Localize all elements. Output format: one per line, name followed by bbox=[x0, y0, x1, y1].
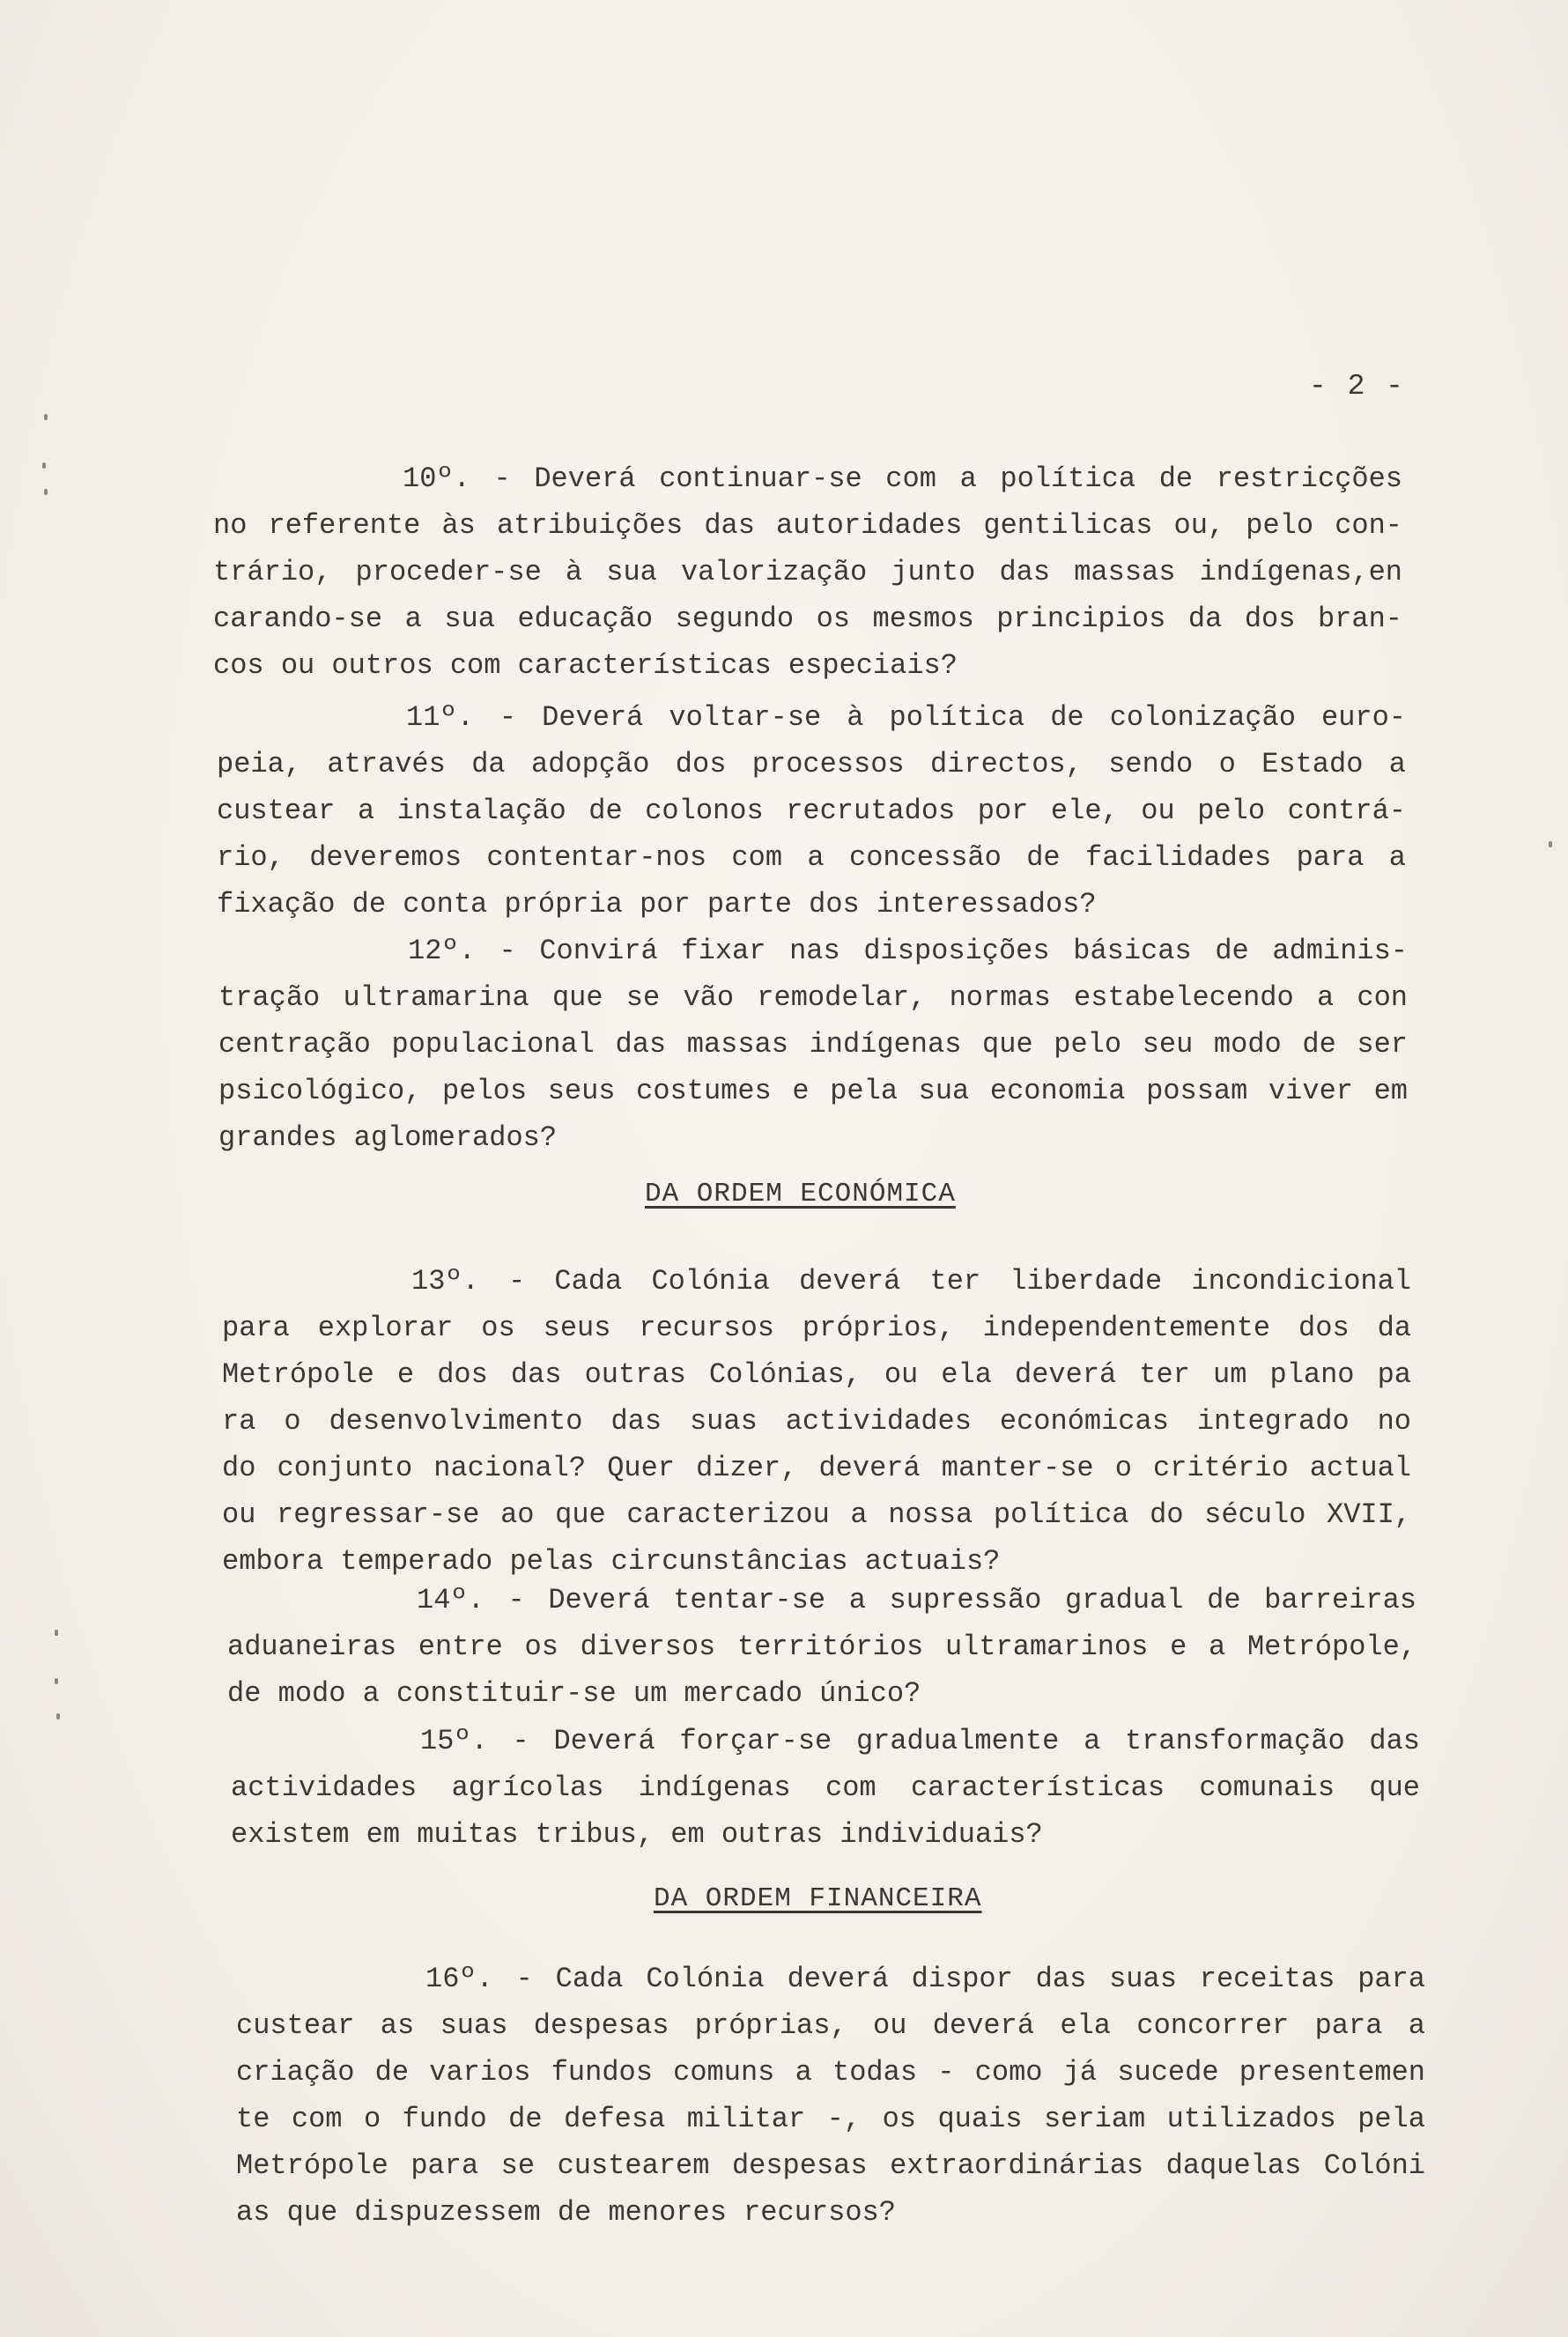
text-line: custear as suas despesas próprias, ou deverá ela concorrer para a bbox=[236, 2009, 1425, 2042]
paragraph-15 bbox=[231, 1718, 1420, 1858]
text-line: carando-se a sua educação segundo os mesmos principios da dos bran- bbox=[213, 603, 1402, 635]
text-line: fixação de conta própria por parte dos interessados? bbox=[217, 888, 1097, 921]
margin-mark bbox=[44, 414, 48, 420]
text-line: ou regressar-se ao que caracterizou a nossa política do século XVII, bbox=[222, 1498, 1411, 1531]
text-line: aduaneiras entre os diversos territórios ultramarinos e a Metrópole, bbox=[227, 1631, 1416, 1663]
text-line: grandes aglomerados? bbox=[218, 1121, 558, 1154]
text-line: do conjunto nacional? Quer dizer, deverá manter-se o critério actual bbox=[222, 1452, 1411, 1484]
text-line: Metrópole e dos das outras Colónias, ou ela deverá ter um plano pa bbox=[222, 1358, 1411, 1391]
text-line: tração ultramarina que se vão remodelar, normas estabelecendo a con bbox=[218, 981, 1408, 1014]
text-line: rio, deveremos contentar-nos com a concessão de facilidades para a bbox=[217, 841, 1406, 874]
page-number: - 2 - bbox=[1308, 370, 1405, 403]
paragraph-13 bbox=[222, 1258, 1411, 1585]
text-line: trário, proceder-se à sua valorização junto das massas indígenas,en bbox=[213, 556, 1402, 588]
margin-mark bbox=[55, 1678, 58, 1684]
text-line: criação de varios fundos comuns a todas - como já sucede presentemen bbox=[236, 2056, 1425, 2089]
text-line: 15º. - Deverá forçar-se gradualmente a transformação das bbox=[420, 1725, 1420, 1757]
text-line: no referente às atribuições das autoridades gentilicas ou, pelo con- bbox=[213, 509, 1402, 542]
text-line: existem em muitas tribus, em outras individuais? bbox=[231, 1818, 1043, 1851]
text-line: Metrópole para se custearem despesas extraordinárias daquelas Colóni bbox=[236, 2149, 1425, 2182]
section-heading-economic: DA ORDEM ECONÓMICA bbox=[645, 1179, 956, 1209]
text-line: actividades agrícolas indígenas com características comunais que bbox=[231, 1771, 1420, 1804]
text-line: 12º. - Convirá fixar nas disposições básicas de adminis- bbox=[408, 935, 1408, 967]
margin-mark bbox=[42, 462, 46, 469]
paragraph-16 bbox=[236, 1956, 1425, 2236]
paragraph-14 bbox=[227, 1577, 1416, 1717]
text-line: 13º. - Cada Colónia deverá ter liberdade incondicional bbox=[411, 1265, 1411, 1298]
paragraph-11 bbox=[217, 694, 1406, 928]
text-line: para explorar os seus recursos próprios, independentemente dos da bbox=[222, 1312, 1411, 1344]
margin-mark bbox=[44, 489, 48, 495]
text-line: as que dispuzessem de menores recursos? bbox=[236, 2196, 896, 2229]
paragraph-12 bbox=[218, 928, 1408, 1161]
margin-mark bbox=[1549, 841, 1552, 847]
margin-mark bbox=[56, 1713, 60, 1719]
text-line: 11º. - Deverá voltar-se à política de colonização euro- bbox=[406, 701, 1406, 734]
text-line: embora temperado pelas circunstâncias actuais? bbox=[222, 1545, 1001, 1578]
text-line: ra o desenvolvimento das suas actividades económicas integrado no bbox=[222, 1405, 1411, 1438]
text-line: 10º. - Deverá continuar-se com a política de restricções bbox=[403, 462, 1402, 495]
text-line: 14º. - Deverá tentar-se a supressão gradual de barreiras bbox=[417, 1584, 1416, 1616]
text-line: centração populacional das massas indígenas que pelo seu modo de ser bbox=[218, 1028, 1408, 1061]
text-line: peia, através da adopção dos processos directos, sendo o Estado a bbox=[217, 748, 1406, 780]
margin-mark bbox=[55, 1630, 58, 1636]
text-line: de modo a constituir-se um mercado único? bbox=[227, 1677, 921, 1710]
text-line: te com o fundo de defesa militar -, os quais seriam utilizados pela bbox=[236, 2103, 1425, 2135]
text-line: psicológico, pelos seus costumes e pela sua economia possam viver em bbox=[218, 1075, 1408, 1107]
paragraph-10 bbox=[213, 455, 1402, 689]
text-line: cos ou outros com características especiais? bbox=[213, 649, 958, 682]
section-heading-financial: DA ORDEM FINANCEIRA bbox=[654, 1883, 982, 1914]
text-line: custear a instalação de colonos recrutados por ele, ou pelo contrá- bbox=[217, 795, 1406, 827]
text-line: 16º. - Cada Colónia deverá dispor das suas receitas para bbox=[425, 1963, 1425, 1995]
